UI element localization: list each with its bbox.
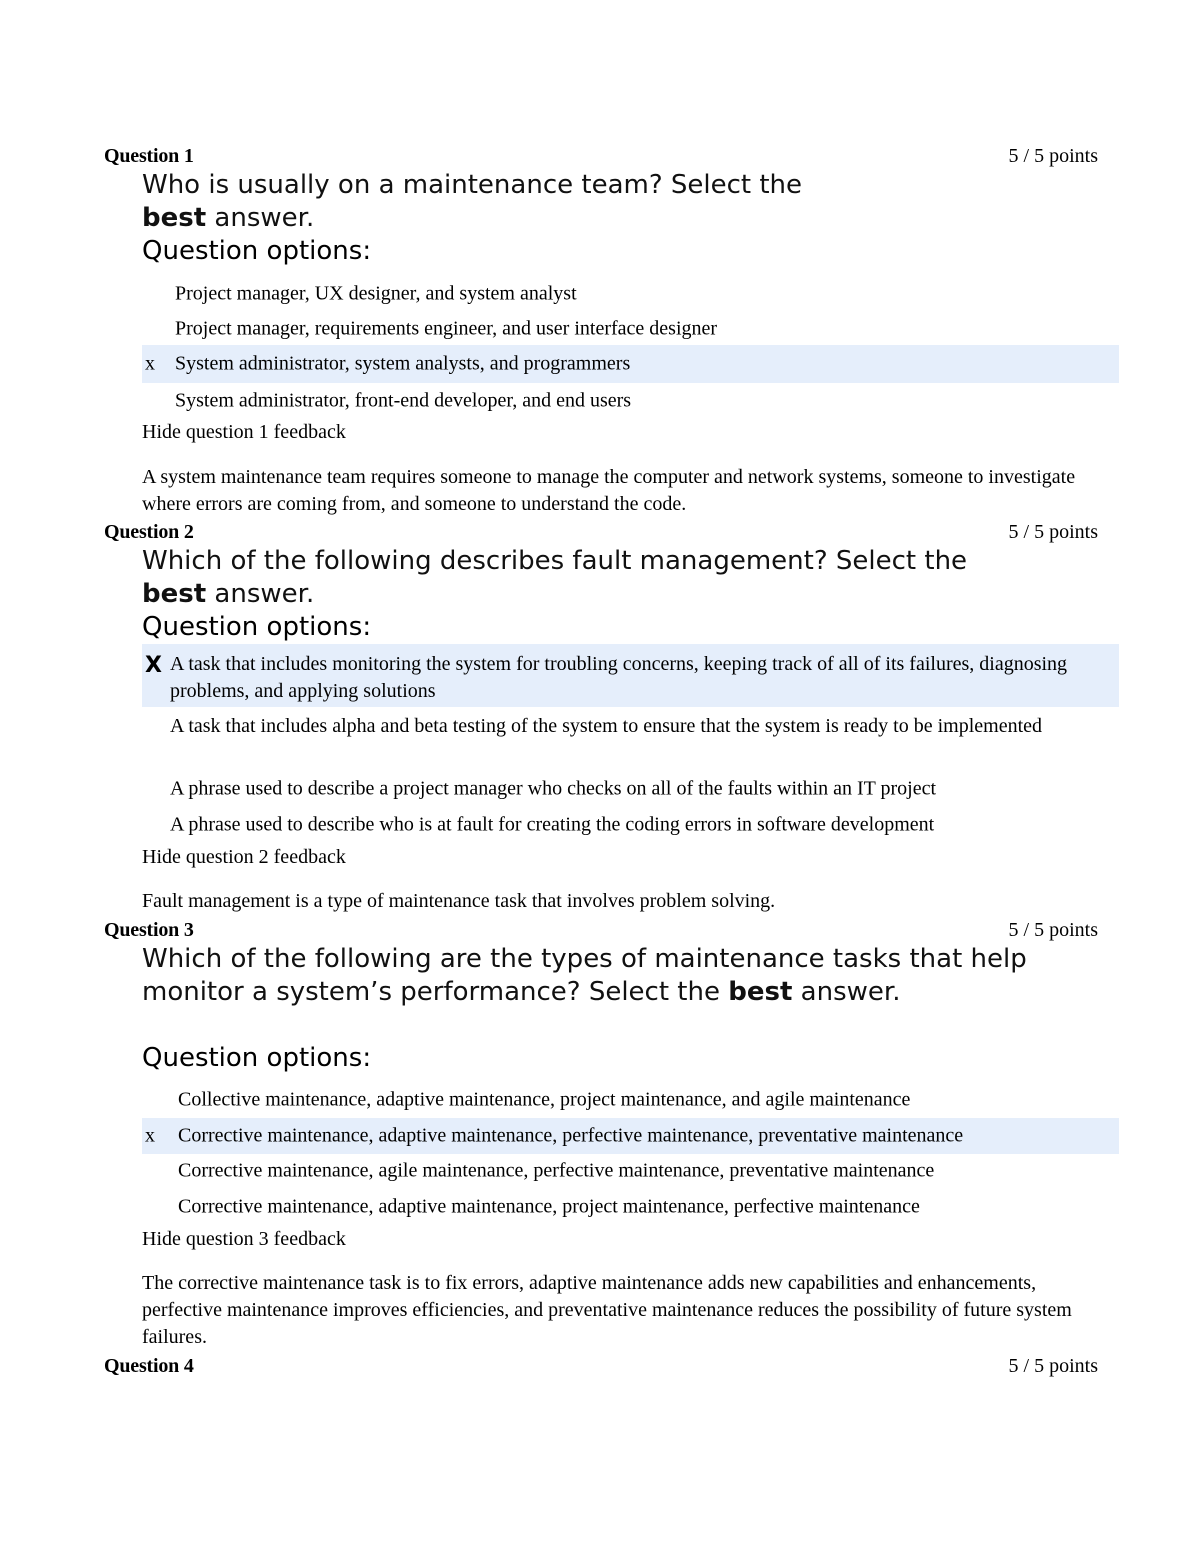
option-2-4[interactable] xyxy=(142,808,1119,842)
option-text: A task that includes monitoring the system for troubling concerns, keeping track of all of its failures, diagnosing problems, and applying solutions xyxy=(170,653,1068,702)
option-3-1[interactable] xyxy=(142,1083,1119,1117)
option-text: A phrase used to describe who is at fault for creating the coding errors in software development xyxy=(170,813,935,836)
option-text: System administrator, front-end developer, and end users xyxy=(175,389,632,412)
hide-feedback-link[interactable]: Hide question 3 feedback xyxy=(142,1228,346,1250)
question-prompt: Who is usually on a maintenance team? Select the best answer. xyxy=(142,170,803,233)
option-2-3[interactable] xyxy=(142,772,1119,806)
question-prompt: Which of the following describes fault management? Select the best answer. xyxy=(142,546,968,609)
question-feedback: Fault management is a type of maintenance task that involves problem solving. xyxy=(142,890,776,912)
option-text: A task that includes alpha and beta testing of the system to ensure that the system is ready to be implemented xyxy=(170,715,1043,737)
option-2-2[interactable] xyxy=(142,706,1119,770)
selected-x-icon: X xyxy=(145,653,162,678)
option-text: Collective maintenance, adaptive maintenance, project maintenance, and agile maintenance xyxy=(178,1088,911,1111)
question-points: 5 / 5 points xyxy=(1008,521,1098,543)
option-text: A phrase used to describe a project manager who checks on all of the faults within an IT project xyxy=(170,777,937,800)
option-text: Corrective maintenance, agile maintenance, perfective maintenance, preventative maintenance xyxy=(178,1159,935,1182)
question-prompt: Which of the following are the types of maintenance tasks that help monitor a system’s performance? Select the best answer. xyxy=(142,944,1027,1007)
question-3-header xyxy=(104,919,1098,943)
hide-feedback-link[interactable]: Hide question 2 feedback xyxy=(142,846,346,868)
option-text: System administrator, system analysts, and programmers xyxy=(175,352,631,375)
option-text: Corrective maintenance, adaptive maintenance, project maintenance, perfective maintenance xyxy=(178,1195,920,1218)
question-options-label: Question options: xyxy=(142,1043,372,1073)
question-points: 5 / 5 points xyxy=(1008,919,1098,941)
selected-x-icon: x xyxy=(145,1124,155,1147)
question-number: Question 2 xyxy=(104,521,194,543)
option-1-2[interactable] xyxy=(142,311,1119,347)
option-text: Corrective maintenance, adaptive maintenance, perfective maintenance, preventative maintenance xyxy=(178,1124,964,1147)
question-2-header xyxy=(104,521,1098,545)
option-3-3[interactable] xyxy=(142,1154,1119,1188)
hide-feedback-link[interactable]: Hide question 1 feedback xyxy=(142,421,346,443)
question-1-header xyxy=(104,145,1098,169)
selected-x-icon: x xyxy=(145,352,155,375)
question-4-header xyxy=(104,1355,1098,1379)
option-3-4[interactable] xyxy=(142,1190,1119,1224)
option-1-4[interactable] xyxy=(142,383,1119,419)
question-number: Question 4 xyxy=(104,1355,194,1377)
question-feedback: A system maintenance team requires someone to manage the computer and network systems, someone to investigate where errors are coming from, and someone to understand the code. xyxy=(142,466,1076,515)
question-number: Question 1 xyxy=(104,145,194,167)
question-options-label: Question options: xyxy=(142,236,372,266)
option-1-1[interactable] xyxy=(142,276,1119,312)
option-1-3-selected[interactable] xyxy=(142,345,1119,383)
question-points: 5 / 5 points xyxy=(1008,145,1098,167)
option-text: Project manager, UX designer, and system analyst xyxy=(175,282,577,305)
option-2-1-selected[interactable] xyxy=(142,644,1119,707)
question-number: Question 3 xyxy=(104,919,194,941)
option-text: Project manager, requirements engineer, and user interface designer xyxy=(175,317,718,340)
question-options-label: Question options: xyxy=(142,612,372,642)
option-3-2-selected[interactable] xyxy=(142,1118,1119,1154)
question-feedback: The corrective maintenance task is to fix errors, adaptive maintenance adds new capabilities and enhancements, perfective maintenance improves efficiencies, and preventative maintenance reduces the possibility of future system failures. xyxy=(142,1272,1072,1348)
question-points: 5 / 5 points xyxy=(1008,1355,1098,1377)
